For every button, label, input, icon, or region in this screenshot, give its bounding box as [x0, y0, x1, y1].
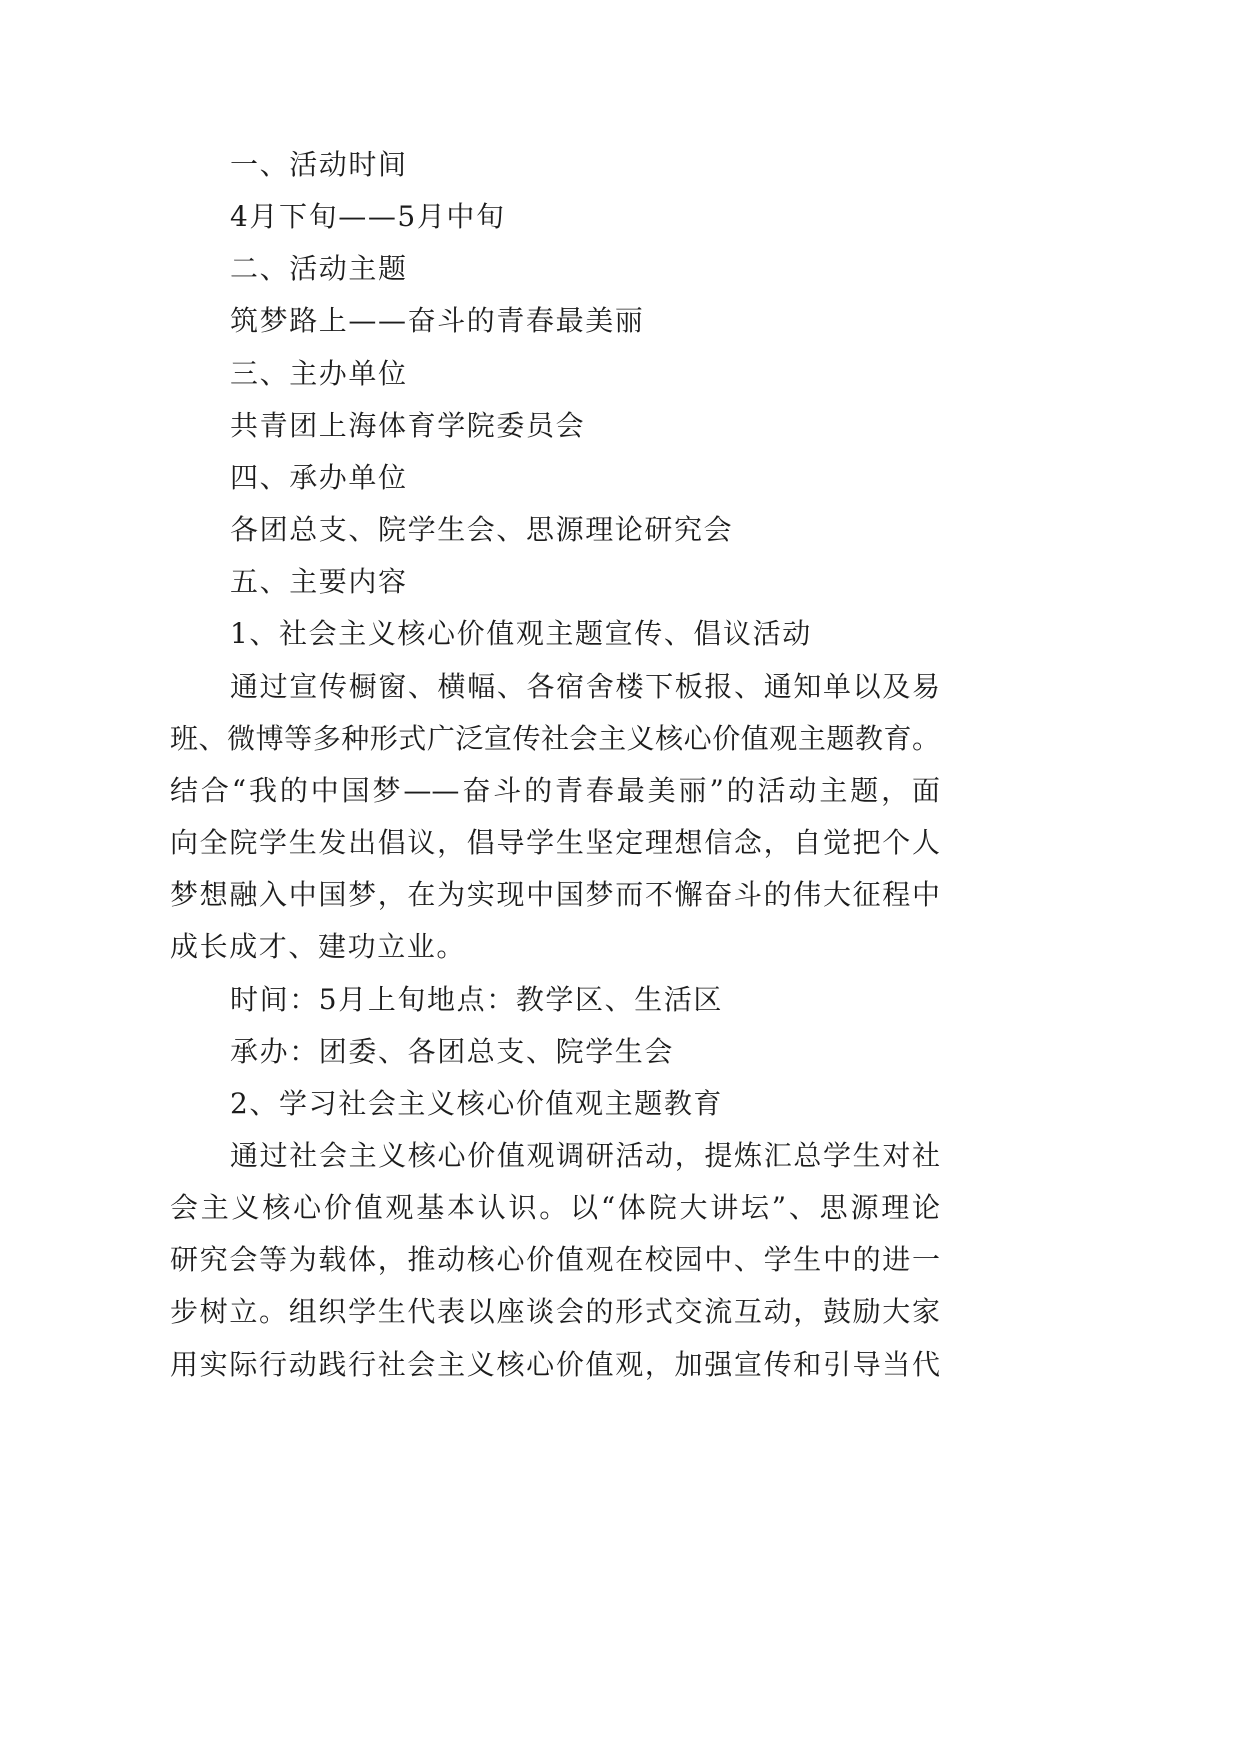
paragraph-line: 梦想融入中国梦，在为实现中国梦而不懈奋斗的伟大征程中: [170, 878, 940, 912]
activity-description: [170, 1130, 940, 1391]
activity-title: 1、社会主义核心价值观主题宣传、倡议活动: [230, 617, 812, 651]
section-body: 共青团上海体育学院委员会: [230, 408, 586, 442]
activity-title: 2、学习社会主义核心价值观主题教育: [230, 1086, 724, 1120]
section-activity-theme: [170, 243, 940, 347]
section-body: 各团总支、院学生会、思源理论研究会: [230, 513, 734, 547]
section-heading: 四、承办单位: [230, 460, 408, 494]
activity-item: [170, 1078, 940, 1391]
activity-description: [170, 661, 940, 974]
section-heading: 五、主要内容: [230, 565, 408, 599]
paragraph-line: 结合“我的中国梦——奋斗的青春最美丽”的活动主题，面: [170, 773, 940, 807]
section-heading: 三、主办单位: [230, 356, 408, 390]
paragraph-line: 用实际行动践行社会主义核心价值观，加强宣传和引导当代: [170, 1347, 940, 1381]
paragraph-line: 成长成才、建功立业。: [170, 930, 467, 964]
activity-time-place: 时间：5月上旬地点：教学区、生活区: [230, 982, 724, 1016]
section-heading: 一、活动时间: [230, 148, 408, 181]
section-body: 筑梦路上——奋斗的青春最美丽: [230, 304, 645, 338]
paragraph-line: 会主义核心价值观基本认识。以“体院大讲坛”、思源理论: [170, 1191, 940, 1225]
section-activity-time: [170, 139, 940, 243]
paragraph-line: 通过社会主义核心价值观调研活动，提炼汇总学生对社: [230, 1138, 940, 1172]
paragraph-line: 班、微博等多种形式广泛宣传社会主义核心价值观主题教育。: [170, 721, 940, 755]
section-body: 4月下旬——5月中旬: [230, 200, 506, 234]
paragraph-line: 通过宣传橱窗、横幅、各宿舍楼下板报、通知单以及易: [230, 669, 940, 703]
activity-organizer: 承办：团委、各团总支、院学生会: [230, 1034, 675, 1068]
paragraph-line: 向全院学生发出倡议，倡导学生坚定理想信念，自觉把个人: [170, 826, 940, 860]
document-body: [170, 139, 940, 1391]
paragraph-line: 研究会等为载体，推动核心价值观在校园中、学生中的进一: [170, 1243, 940, 1277]
section-main-content: [170, 556, 940, 1391]
section-heading: 二、活动主题: [230, 252, 408, 286]
activity-item: [170, 608, 940, 1077]
section-organizer: [170, 452, 940, 556]
section-host: [170, 348, 940, 452]
paragraph-line: 步树立。组织学生代表以座谈会的形式交流互动，鼓励大家: [170, 1295, 940, 1329]
